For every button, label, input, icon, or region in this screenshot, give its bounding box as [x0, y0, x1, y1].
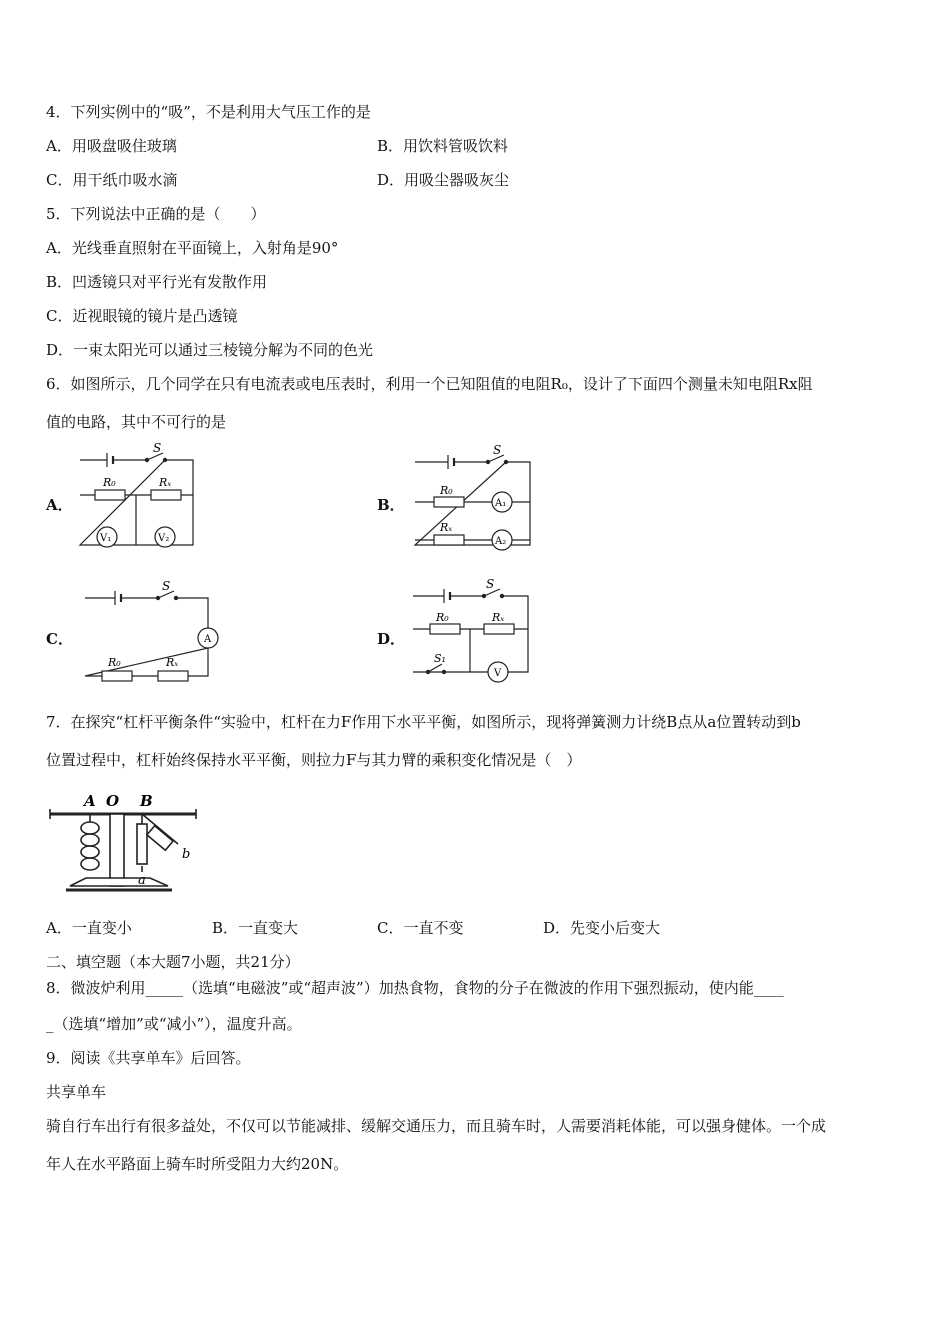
circuit-d-v-label: V — [494, 668, 502, 679]
circuit-c-switch-label: S — [162, 579, 171, 593]
q4-option-b: B．用饮料管吸饮料 — [377, 137, 509, 155]
q5-option-a: A．光线垂直照射在平面镜上，入射角是90° — [46, 239, 339, 257]
circuit-c-diagram — [80, 578, 220, 686]
section-heading-fill-in: 二、填空题（本大题7小题，共21分） — [46, 953, 300, 971]
q9-passage-line1: 骑自行车出行有很多益处，不仅可以节能减排、缓解交通压力，而且骑车时，人需要消耗体能，可以强身健体。一个成 — [46, 1117, 827, 1135]
circuit-a-rx-label: Rₓ — [159, 476, 172, 489]
circuit-a-v1-label: V₁ — [100, 533, 112, 544]
circuit-b-rx-label: Rₓ — [440, 521, 453, 534]
q8-line2: _（选填“增加”或“减小”），温度升高。 — [46, 1015, 302, 1033]
q4-option-d: D．用吸尘器吸灰尘 — [377, 171, 510, 189]
lever-label-b-position: b — [182, 847, 191, 862]
q7-stem-line1: 7．在探究“杠杆平衡条件“实验中，杠杆在力F作用下水平平衡，如图所示，现将弹簧测力计绕B点从a位置转动到b — [46, 713, 801, 731]
q9-passage-title: 共享单车 — [46, 1083, 107, 1101]
q5-stem: 5．下列说法中正确的是（ ） — [46, 205, 266, 223]
circuit-b-diagram — [410, 440, 540, 552]
circuit-d-switch-label: S — [486, 577, 495, 591]
lever-label-a-position: a — [138, 873, 146, 888]
circuit-b-a2-label: A₂ — [495, 536, 507, 547]
circuit-a-switch-label: S — [153, 441, 162, 455]
q7-option-a: A．一直变小 — [46, 919, 132, 937]
circuit-a-r0-label: R₀ — [103, 476, 116, 489]
q5-option-d: D．一束太阳光可以通过三棱镜分解为不同的色光 — [46, 341, 374, 359]
q4-option-a: A．用吸盘吸住玻璃 — [46, 137, 177, 155]
q9-stem: 9．阅读《共享单车》后回答。 — [46, 1049, 251, 1067]
lever-label-b-point: B — [140, 792, 153, 810]
q7-option-c: C．一直不变 — [377, 919, 464, 937]
circuit-d-r0-label: R₀ — [436, 611, 449, 624]
circuit-c-r0-label: R₀ — [108, 656, 121, 669]
q6-stem-line1: 6．如图所示，几个同学在只有电流表或电压表时，利用一个已知阻值的电阻R₀，设计了下面四个测量未知电阻Rx阻 — [46, 375, 813, 393]
q4-option-c: C．用干纸巾吸水滴 — [46, 171, 178, 189]
q8-line1: 8．微波炉利用_____（选填“电磁波”或“超声波”）加热食物，食物的分子在微波的作用下强烈振动，使内能____ — [46, 979, 784, 997]
circuit-d-s1-label: S₁ — [434, 652, 446, 665]
lever-figure — [46, 788, 206, 900]
circuit-d-rx-label: Rₓ — [492, 611, 505, 624]
q7-option-b: B．一直变大 — [212, 919, 299, 937]
circuit-b-switch-label: S — [493, 443, 502, 457]
q6-option-d-label: D． — [377, 630, 406, 648]
q6-option-b-label: B． — [377, 496, 405, 514]
q9-passage-line2: 年人在水平路面上骑车时所受阻力大约20N。 — [46, 1155, 349, 1173]
circuit-a-diagram — [75, 440, 200, 552]
circuit-b-r0-label: R₀ — [440, 484, 453, 497]
q6-option-c-label: C． — [46, 630, 73, 648]
circuit-a-v2-label: V₂ — [158, 533, 170, 544]
q7-option-d: D．先变小后变大 — [543, 919, 661, 937]
lever-label-a-point: A — [84, 792, 96, 810]
q4-stem: 4．下列实例中的“吸”，不是利用大气压工作的是 — [46, 103, 371, 121]
q6-stem-line2: 值的电路，其中不可行的是 — [46, 413, 227, 431]
lever-label-o-point: O — [106, 792, 120, 810]
circuit-c-a-label: A — [204, 634, 212, 645]
circuit-d-diagram — [408, 574, 538, 686]
circuit-b-a1-label: A₁ — [495, 498, 507, 509]
q5-option-b: B．凹透镜只对平行光有发散作用 — [46, 273, 268, 291]
circuit-c-rx-label: Rₓ — [166, 656, 179, 669]
q5-option-c: C．近视眼镜的镜片是凸透镜 — [46, 307, 238, 325]
q6-option-a-label: A． — [46, 496, 73, 514]
q7-stem-line2: 位置过程中，杠杆始终保持水平平衡，则拉力F与其力臂的乘积变化情况是（ ） — [46, 751, 582, 769]
